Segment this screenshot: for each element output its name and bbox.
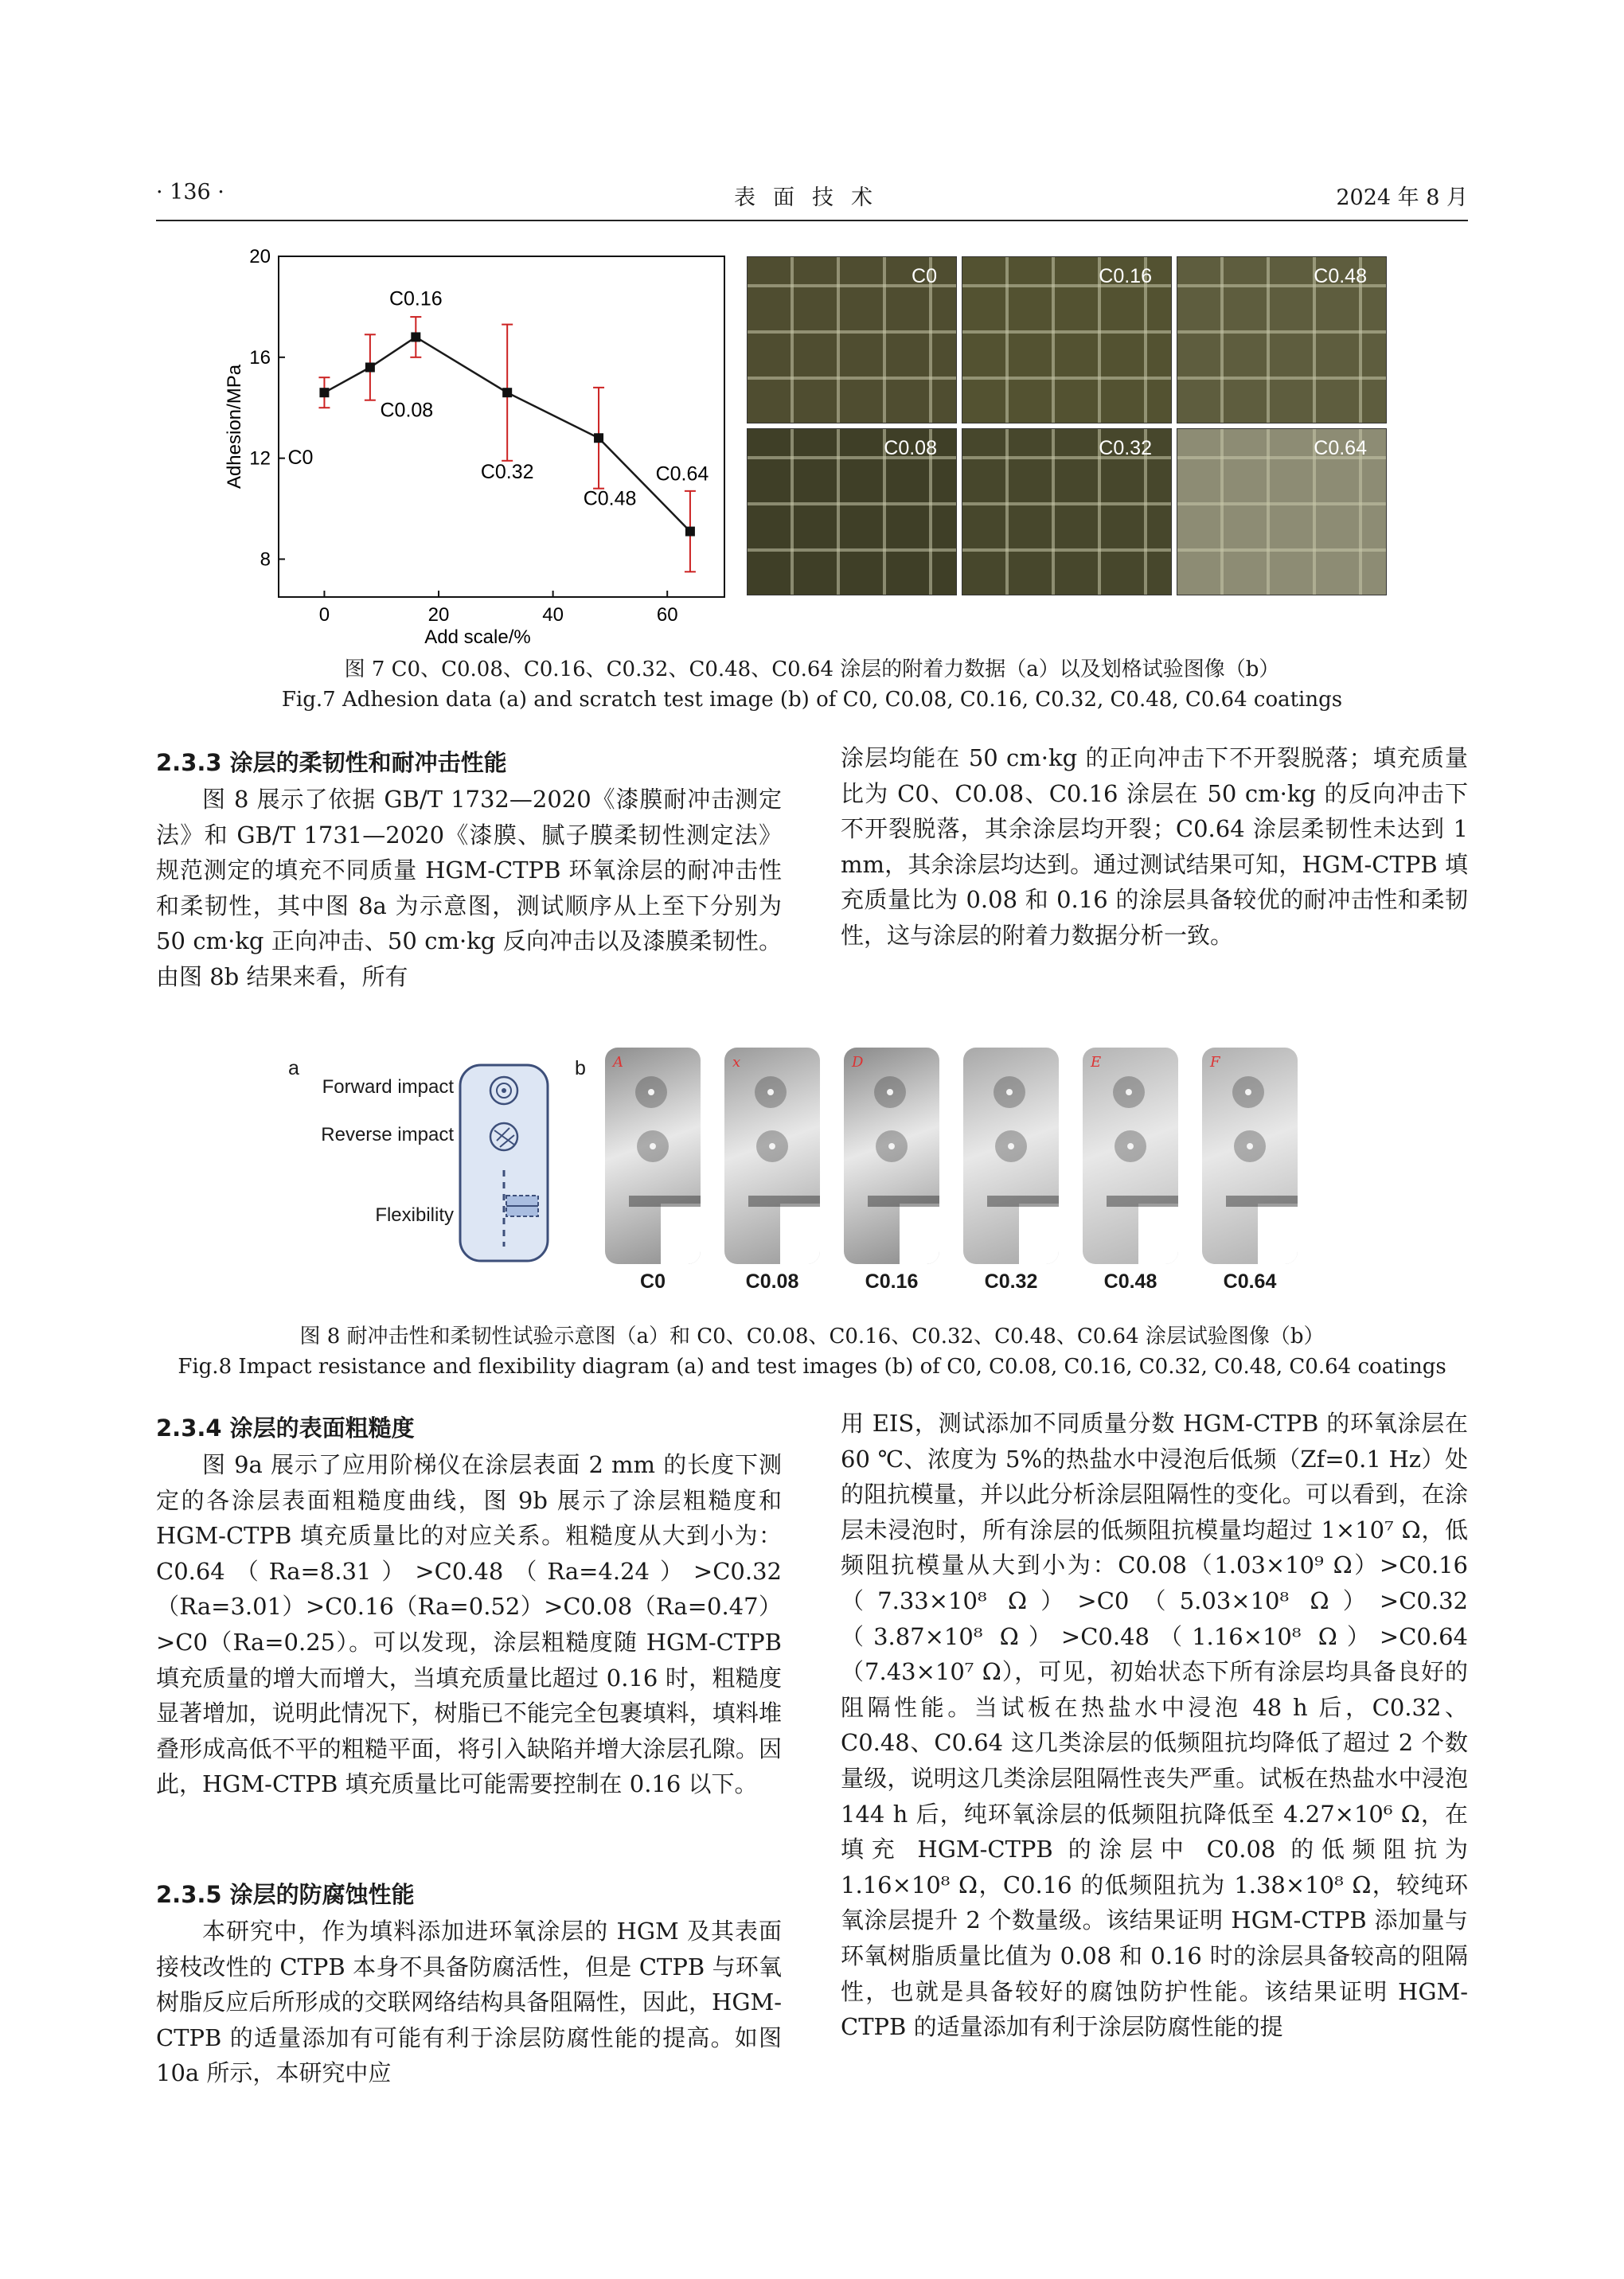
flexibility-bend-cut	[900, 1204, 939, 1264]
panel-label: C0	[640, 1270, 666, 1293]
impact-panel-c0	[605, 1048, 701, 1264]
eis-paragraph: 用 EIS，测试添加不同质量分数 HGM-CTPB 的环氧涂层在 60 ℃、浓度为 5%的热盐水中浸泡后低频（Zf=0.1 Hz）处的阻抗模量，并以此分析涂层阻隔性的变化。可以看到，在涂层未浸泡时，所有涂层的低频阻抗模量均超过 1×10⁷ Ω，低频阻抗模量从大到小为：C0.08（1.03×10⁹ Ω）>C0.16（7.33×10⁸ Ω）>C0（5.03×10⁸ Ω）>C0.32（3.87×10⁸ Ω）>C0.48（1.16×10⁸ Ω）>C0.64（7.43×10⁷ Ω），可见，初始状态下所有涂层均具备良好的阻隔性能。当试板在热盐水中浸泡 48 h 后，C0.32、C0.48、C0.64 这几类涂层的低频阻抗均降低了超过 2 个数量级，说明这几类涂层阻隔性丧失严重。试板在热盐水中浸泡 144 h 后，纯环氧涂层的低频阻抗降低至 4.27×10⁶ Ω，在填充 HGM-CTPB 的涂层中 C0.08 的低频阻抗为 1.16×10⁸ Ω，C0.16 的低频阻抗为 1.38×10⁸ Ω，较纯环氧涂层提升 2 个数量级。该结果证明 HGM-CTPB 添加量与环氧树脂质量比值为 0.08 和 0.16 时的涂层具备较高的阻隔性，也就是具备较好的腐蚀防护性能。该结果证明 HGM-CTPB 的适量添加有利于涂层防腐性能的提	[841, 1410, 1468, 2041]
impact-center	[1006, 1089, 1013, 1095]
impact-center	[1127, 1143, 1134, 1149]
panel-marker: D	[852, 1054, 864, 1071]
flexibility-bend-cut	[1138, 1204, 1178, 1264]
photo-label: C0.16	[1099, 265, 1152, 287]
section-heading-234: 2.3.4 涂层的表面粗糙度	[156, 1415, 415, 1442]
panel-label: C0.32	[984, 1270, 1038, 1293]
scratch-photo-c0	[747, 256, 957, 423]
scratch-photo-c032	[962, 428, 1172, 595]
impact-panel-c008	[724, 1048, 820, 1264]
header-rule	[156, 220, 1468, 221]
flexibility-bend-cut	[780, 1204, 820, 1264]
y-tick-label: 8	[260, 548, 271, 571]
flexibility-bend-cut	[1019, 1204, 1059, 1264]
figure7-caption-cn: 图 7 C0、C0.08、C0.16、C0.32、C0.48、C0.64 涂层的附着力数据（a）以及划格试验图像（b）	[344, 658, 1280, 681]
issue-date: 2024 年 8 月	[1336, 185, 1468, 210]
plot-frame	[279, 256, 724, 597]
photo-label: C0.32	[1099, 437, 1152, 459]
photo-label: C0.48	[1314, 265, 1367, 287]
y-tick-label: 12	[249, 447, 271, 470]
panel-label: C0.48	[1103, 1270, 1157, 1293]
impact-panel-c064	[1202, 1048, 1298, 1264]
impact-center	[767, 1089, 774, 1095]
data-point	[411, 332, 420, 341]
scratch-photo-c016	[962, 256, 1172, 423]
panel-label: C0.08	[745, 1270, 799, 1293]
impact-panel-c016	[844, 1048, 939, 1264]
fig8-panel-b-label: b	[575, 1057, 586, 1079]
data-label: C0.64	[655, 462, 709, 486]
fig8-panel-a-label: a	[288, 1057, 299, 1079]
scratch-photo-c064	[1177, 428, 1387, 595]
figure8-caption-cn: 图 8 耐冲击性和柔韧性试验示意图（a）和 C0、C0.08、C0.16、C0.32、C0.48、C0.64 涂层试验图像（b）	[299, 1325, 1325, 1348]
forward-impact-label: Forward impact	[322, 1076, 454, 1098]
x-tick-label: 60	[656, 604, 678, 626]
journal-title: 表面技术	[734, 185, 890, 210]
flexibility-fold	[987, 1196, 1059, 1207]
page-header	[156, 177, 1468, 212]
reverse-impact-label: Reverse impact	[321, 1124, 454, 1145]
data-point	[594, 433, 603, 443]
impact-panel-c048	[1083, 1048, 1178, 1264]
photo-label: C0.08	[884, 437, 937, 459]
figure8-caption-en: Fig.8 Impact resistance and flexibility diagram (a) and test images (b) of C0, C0.08, C0.16, C0.32, C0.48, C0.64 coatings	[178, 1355, 1446, 1379]
impact-center	[1247, 1143, 1253, 1149]
data-point	[365, 362, 375, 372]
flexibility-fold	[1226, 1196, 1298, 1207]
y-tick-label: 20	[249, 246, 271, 267]
impact-center	[1008, 1143, 1014, 1149]
impact-center	[648, 1089, 654, 1095]
panel-marker: F	[1210, 1054, 1220, 1071]
data-label: C0.32	[480, 461, 534, 484]
adhesion-chart	[223, 244, 740, 658]
panel-label: C0.16	[865, 1270, 919, 1293]
photo-label: C0	[912, 265, 937, 287]
data-label: C0.16	[388, 287, 443, 310]
flexibility-fold	[868, 1196, 939, 1207]
scratch-photo-c048	[1177, 256, 1387, 423]
x-tick-label: 40	[542, 604, 564, 626]
photo-label: C0.64	[1314, 437, 1367, 459]
impact-test-panels	[605, 1048, 1321, 1302]
section234-paragraph: 图 9a 展示了应用阶梯仪在涂层表面 2 mm 的长度下测定的各涂层表面粗糙度曲线，图 9b 展示了涂层粗糙度和 HGM-CTPB 填充质量比的对应关系。粗糙度从大到小为：C0.64（Ra=8.31）>C0.48（Ra=4.24）>C0.32（Ra=3.01）>C0.16（Ra=0.52）>C0.08（Ra=0.47）>C0（Ra=0.25）。可以发现，涂层粗糙度随 HGM-CTPB 填充质量的增大而增大，当填充质量比超过 0.16 时，粗糙度显著增加，说明此情况下，树脂已不能完全包裹填料，填料堆叠形成高低不平的粗糙平面，将引入缺陷并增大涂层孔隙。因此，HGM-CTPB 填充质量比可能需要控制在 0.16 以下。	[156, 1451, 782, 1798]
flexibility-fold	[629, 1196, 701, 1207]
flexibility-label: Flexibility	[375, 1204, 454, 1226]
panel-marker: x	[732, 1054, 741, 1071]
data-label: C0.08	[380, 399, 434, 422]
x-tick-label: 0	[318, 604, 330, 626]
section-heading-233: 2.3.3 涂层的柔韧性和耐冲击性能	[156, 749, 507, 776]
panel-label: C0.64	[1223, 1270, 1277, 1293]
section233-right-paragraph: 涂层均能在 50 cm·kg 的正向冲击下不开裂脱落；填充质量比为 C0、C0.08、C0.16 涂层在 50 cm·kg 的反向冲击下不开裂脱落，其余涂层均开裂；C0.64 涂层柔韧性未达到 1 mm，其余涂层均达到。通过测试结果可知，HGM-CTPB 填充质量比为 0.08 和 0.16 的涂层具备较优的耐冲击性和柔韧性，这与涂层的附着力数据分析一致。	[841, 744, 1468, 949]
data-point	[685, 527, 695, 537]
x-tick-label: 20	[427, 604, 450, 626]
scratch-test-photos	[747, 256, 1384, 594]
flexibility-bend-cut	[1258, 1204, 1298, 1264]
flexibility-fold	[748, 1196, 820, 1207]
y-tick-label: 16	[249, 346, 271, 369]
section235-paragraph: 本研究中，作为填料添加进环氧涂层的 HGM 及其表面接枝改性的 CTPB 本身不具备防腐活性，但是 CTPB 与环氧树脂反应后所形成的交联网络结构具备阻隔性，因此，HGM-CTPB 的适量添加有可能有利于涂层防腐性能的提高。如图 10a 所示，本研究中应	[156, 1918, 782, 2087]
impact-center	[888, 1143, 895, 1149]
x-axis-label: Add scale/%	[424, 626, 531, 648]
impact-center	[769, 1143, 775, 1149]
impact-panel-c032	[963, 1048, 1059, 1264]
panel-marker: E	[1091, 1054, 1102, 1071]
page-number: · 136 ·	[156, 180, 224, 205]
section233-left-paragraph: 图 8 展示了依据 GB/T 1732—2020《漆膜耐冲击测定法》和 GB/T 1731—2020《漆膜、腻子膜柔韧性测定法》规范测定的填充不同质量 HGM-CTPB 环氧涂层的耐冲击性和柔韧性，其中图 8a 为示意图，测试顺序从上至下分别为 50 cm·kg 正向冲击、50 cm·kg 反向冲击以及漆膜柔韧性。由图 8b 结果来看，所有	[156, 786, 782, 990]
impact-center	[887, 1089, 893, 1095]
impact-center	[1126, 1089, 1132, 1095]
y-axis-label: Adhesion/MPa	[224, 364, 245, 490]
section-heading-235: 2.3.5 涂层的防腐蚀性能	[156, 1881, 415, 1908]
flexibility-fold	[1107, 1196, 1178, 1207]
panel-marker: A	[613, 1054, 623, 1071]
data-label: C0.48	[583, 487, 637, 510]
figure7-caption-en: Fig.7 Adhesion data (a) and scratch test image (b) of C0, C0.08, C0.16, C0.32, C0.48, C0.64 coatings	[281, 688, 1343, 712]
flexibility-bend-cut	[661, 1204, 701, 1264]
data-point	[319, 388, 329, 397]
data-point	[502, 388, 512, 397]
data-label: C0	[287, 447, 314, 470]
impact-center	[650, 1143, 656, 1149]
scratch-photo-c008	[747, 428, 957, 595]
impact-center	[1245, 1089, 1251, 1095]
